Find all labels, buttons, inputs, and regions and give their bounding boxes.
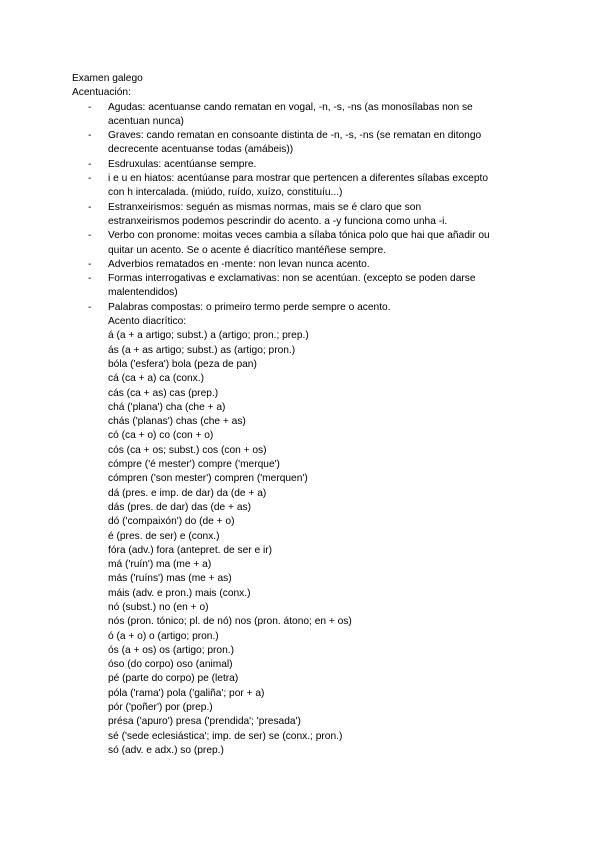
list-item-text: quitar un acento. Se o acente é diacrítico mantéñese sempre. bbox=[108, 244, 387, 256]
list-item-text: - Agudas: acentuanse cando rematan en vogal, -n, -s, -ns (as monosílabas non se bbox=[108, 101, 473, 113]
diacritic-entry: óso (do corpo) oso (animal) bbox=[108, 659, 233, 671]
list-item bbox=[72, 258, 552, 272]
list-item bbox=[72, 301, 552, 315]
list-item bbox=[72, 101, 552, 130]
rules-list bbox=[72, 101, 552, 315]
list-item-text: estranxeirismos podemos pescrindir do acento. a -y funciona como unha -i. bbox=[108, 215, 448, 227]
list-item-text: - Adverbios rematados en -mente: non levan nunca acento. bbox=[108, 258, 370, 270]
diacritic-entry: pé (parte do corpo) pe (letra) bbox=[108, 673, 239, 685]
diacritic-entry: é (pres. de ser) e (conx.) bbox=[108, 530, 220, 542]
diacritic-entry: ó (a + o) o (artigo; pron.) bbox=[108, 630, 219, 642]
list-item bbox=[72, 172, 552, 201]
list-item-text: - i e u en hiatos: acentúanse para mostrar que pertencen a diferentes sílabas excepto bbox=[108, 173, 489, 185]
list-item bbox=[72, 229, 552, 258]
list-item-text: - Estranxeirismos: seguén as mismas normas, mais se é claro que son bbox=[108, 201, 422, 213]
diacritic-entry: dá (pres. e imp. de dar) da (de + a) bbox=[108, 487, 267, 499]
diacritic-entry: cómpren ('son mester') compren ('merquen') bbox=[108, 473, 308, 485]
diacritic-entry: á (a + a artigo; subst.) a (artigo; pron.; prep.) bbox=[108, 330, 309, 342]
list-item bbox=[72, 272, 552, 301]
diacritic-entry: ás (a + as artigo; subst.) as (artigo; pron.) bbox=[108, 344, 296, 356]
list-item-text: decrecente acentuanse todas (amábeis)) bbox=[108, 144, 294, 156]
diacritic-entry: có (ca + o) co (con + o) bbox=[108, 430, 214, 442]
diacritic-entry: cás (ca + as) cas (prep.) bbox=[108, 387, 219, 399]
diacritic-list bbox=[108, 329, 552, 758]
diacritic-entry: dó ('compaixón') do (de + o) bbox=[108, 516, 235, 528]
diacritic-entry: más ('ruíns') mas (me + as) bbox=[108, 573, 232, 585]
diacritic-entry: cómpre ('é mester') compre ('merque') bbox=[108, 459, 280, 471]
list-item-text: malentendidos) bbox=[108, 287, 178, 299]
list-item bbox=[72, 129, 552, 158]
list-item-text: - Graves: cando rematan en consoante distinta de -n, -s, -ns (se rematan en ditongo bbox=[108, 130, 482, 142]
diacritic-entry: présa ('apuro') presa ('prendida'; 'presada') bbox=[108, 716, 301, 728]
list-item-text: - Formas interrogativas e exclamativas: non se acentúan. (excepto se poden darse bbox=[108, 273, 476, 285]
diacritic-entry: cós (ca + os; subst.) cos (con + os) bbox=[108, 444, 267, 456]
diacritic-entry: máis (adv. e pron.) mais (conx.) bbox=[108, 587, 251, 599]
list-item-text: - Palabras compostas: o primeiro termo perde sempre o acento. bbox=[108, 301, 391, 313]
section-heading: Acentuación: bbox=[72, 87, 131, 99]
diacritic-entry: sé ('sede eclesiástica'; imp. de ser) se (conx.; pron.) bbox=[108, 730, 343, 742]
list-item-text: - Esdruxulas: acentúanse sempre. bbox=[108, 158, 257, 170]
diacritic-entry: só (adv. e adx.) so (prep.) bbox=[108, 744, 224, 756]
document-title: Examen galego bbox=[72, 73, 143, 84]
list-item-text: acentuan nunca) bbox=[108, 115, 184, 127]
diacritic-entry: cá (ca + a) ca (conx.) bbox=[108, 373, 204, 385]
diacritic-entry: nós (pron. tónico; pl. de nó) nos (pron. átono; en + os) bbox=[108, 616, 352, 628]
list-item-text: con h intercalada. (miúdo, ruído, xuízo, constituíu...) bbox=[108, 187, 343, 199]
diacritic-entry: pór ('poñer') por (prep.) bbox=[108, 702, 213, 714]
list-item bbox=[72, 158, 552, 172]
list-item bbox=[72, 201, 552, 230]
diacritic-entry: nó (subst.) no (en + o) bbox=[108, 601, 209, 613]
list-item-text: - Verbo con pronome: moitas veces cambia a sílaba tónica polo que hai que añadir ou bbox=[108, 230, 490, 242]
diacritic-heading: Acento diacrítico: bbox=[108, 316, 187, 328]
document-page bbox=[72, 72, 552, 758]
diacritic-entry: dás (pres. de dar) das (de + as) bbox=[108, 501, 251, 513]
diacritic-section bbox=[72, 315, 552, 758]
diacritic-entry: ós (a + os) os (artigo; pron.) bbox=[108, 644, 234, 656]
diacritic-entry: bóla ('esfera') bola (peza de pan) bbox=[108, 358, 257, 370]
diacritic-entry: chás ('planas') chas (che + as) bbox=[108, 416, 246, 428]
diacritic-entry: fóra (adv.) fora (antepret. de ser e ir) bbox=[108, 544, 273, 556]
diacritic-entry: chá ('plana') cha (che + a) bbox=[108, 401, 226, 413]
diacritic-entry: má ('ruín') ma (me + a) bbox=[108, 559, 212, 571]
diacritic-entry: póla ('rama') pola ('galiña'; por + a) bbox=[108, 687, 265, 699]
